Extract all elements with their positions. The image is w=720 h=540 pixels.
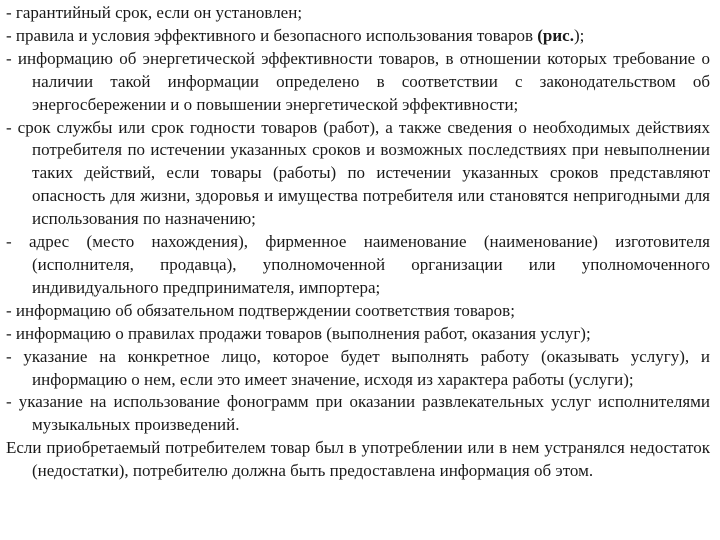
- list-item-usage-rules-text: - правила и условия эффективного и безопасного использования товаров: [6, 25, 533, 45]
- list-item-usage-rules: [6, 25, 710, 48]
- document-body: [6, 2, 710, 483]
- list-item-conformity: - информацию об обязательном подтверждении соответствия товаров;: [6, 300, 515, 320]
- list-item-address: - адрес (место нахождения), фирменное наименование (наименование) изготовителя (исполнителя, продавца), уполномоченной организации или уполномоченного индивидуального предпринимателя, импортера;: [6, 232, 710, 297]
- list-item-sales-rules: - информацию о правилах продажи товаров (выполнения работ, оказания услуг);: [6, 323, 591, 343]
- list-item-usage-rules-suffix: );: [573, 25, 585, 45]
- figure-reference: (рис.: [537, 25, 574, 45]
- closing-paragraph: Если приобретаемый потребителем товар был в употреблении или в нем устранялся недостаток (недостатки), потребителю должна быть предоставлена информация об этом.: [6, 438, 710, 481]
- list-item-energy-efficiency: - информацию об энергетической эффективности товаров, в отношении которых требование о наличии такой информации определено в соответствии с законодательством об энергосбережении и о повышении энергетической эффективности;: [6, 48, 710, 114]
- list-item-performer: - указание на конкретное лицо, которое будет выполнять работу (оказывать услугу), и информацию о нем, если это имеет значение, исходя из характера работы (услуги);: [6, 346, 710, 389]
- list-item-warranty: - гарантийный срок, если он установлен;: [6, 3, 303, 22]
- list-item-service-life: - срок службы или срок годности товаров (работ), а также сведения о необходимых действиях потребителя по истечении указанных сроков и возможных последствиях при невыполнении таких действий, если товары (работы) по истечении указанных сроков представляют опасность для жизни, здоровья и имущества потребителя или становятся непригодными для использования по назначению;: [6, 117, 710, 229]
- list-item-phonograms: - указание на использование фонограмм при оказании развлекательных услуг исполнителями музыкальных произведений.: [6, 392, 710, 435]
